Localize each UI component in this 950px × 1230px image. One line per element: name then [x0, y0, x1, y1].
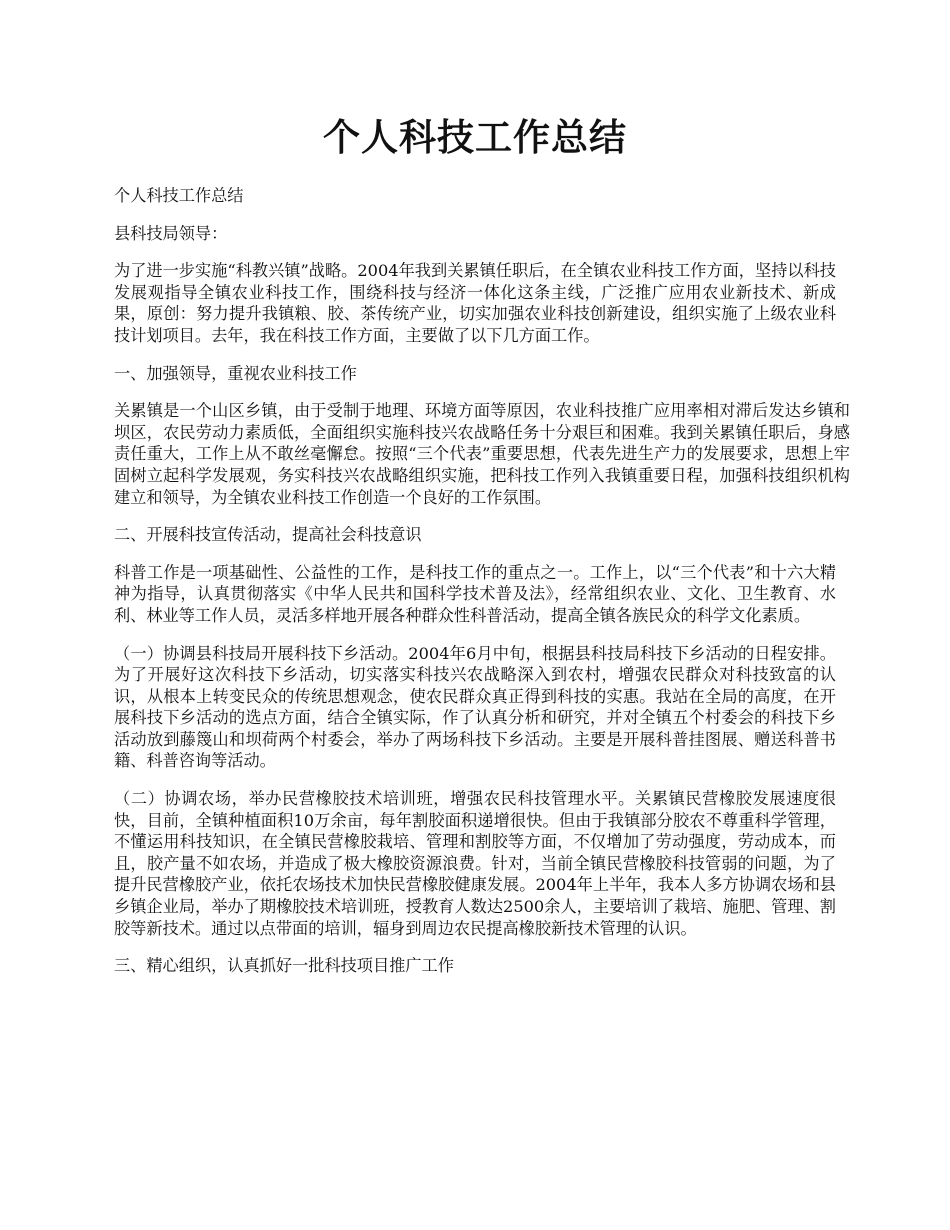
section-2-item-1-paragraph: （一）协调县科技局开展科技下乡活动。2004年6月中旬，根据县科技局科技下乡活动的日程安排。为了开展好这次科技下乡活动，切实落实科技兴农战略深入到农村，增强农民群众对科技致富的认识，从根本上转变民众的传统思想观念，使农民群众真正得到科技的实惠。我站在全局的高度，在开展科技下乡活动的选点方面，结合全镇实际，作了认真分析和研究，并对全镇五个村委会的科技下乡活动放到藤篾山和坝荷两个村委会，举办了两场科技下乡活动。主要是开展科普挂图展、赠送科普书籍、科普咨询等活动。 — [114, 643, 836, 771]
section-heading-1: 一、加强领导，重视农业科技工作 — [114, 363, 357, 383]
document-page — [114, 0, 850, 977]
document-subtitle: 个人科技工作总结 — [114, 186, 244, 205]
section-heading-3: 三、精心组织，认真抓好一批科技项目推广工作 — [114, 956, 454, 976]
document-title: 个人科技工作总结 — [323, 115, 627, 159]
section-1-paragraph: 关累镇是一个山区乡镇，由于受制于地理、环境方面等原因，农业科技推广应用率相对滞后发达乡镇和坝区，农民劳动力素质低，全面组织实施科技兴农战略任务十分艰巨和困难。我到关累镇任职后，身感责任重大，工作上从不敢丝毫懈怠。按照“三个代表”重要思想，代表先进生产力的发展要求，思想上牢固树立起科学发展观，务实科技兴农战略组织实施，把科技工作列入我镇重要日程，加强科技组织机构建立和领导，为全镇农业科技工作创造一个良好的工作氛围。 — [114, 401, 850, 507]
salutation: 县科技局领导： — [114, 223, 228, 243]
section-2-paragraph: 科普工作是一项基础性、公益性的工作，是科技工作的重点之一。工作上，以“三个代表”和十六大精神为指导，认真贯彻落实《中华人民共和国科学技术普及法》，经常组织农业、文化、卫生教育、水利、林业等工作人员，灵活多样地开展各种群众性科普活动，提高全镇各族民众的科学文化素质。 — [114, 562, 836, 625]
intro-paragraph: 为了进一步实施“科教兴镇”战略。2004年我到关累镇任职后，在全镇农业科技工作方面，坚持以科技发展观指导全镇农业科技工作，围绕科技与经济一体化这条主线，广泛推广应用农业新技术、新成果，原创：努力提升我镇粮、胶、茶传统产业，切实加强农业科技创新建设，组织实施了上级农业科技计划项目。去年，我在科技工作方面，主要做了以下几方面工作。 — [114, 261, 836, 345]
section-heading-2: 二、开展科技宣传活动，提高社会科技意识 — [114, 525, 422, 545]
section-2-item-2-paragraph: （二）协调农场，举办民营橡胶技术培训班，增强农民科技管理水平。关累镇民营橡胶发展速度很快，目前，全镇种植面积10万余亩，每年割胶面积递增很快。但由于我镇部分胶农不尊重科学管理，不懂运用科技知识，在全镇民营橡胶栽培、管理和割胶等方面，不仅增加了劳动强度，劳动成本，而且，胶产量不如农场，并造成了极大橡胶资源浪费。针对，当前全镇民营橡胶科技管弱的问题，为了提升民营橡胶产业，依托农场技术加快民营橡胶健康发展。2004年上半年，我本人多方协调农场和县乡镇企业局，举办了期橡胶技术培训班，授教育人数达2500余人，主要培训了栽培、施肥、管理、割胶等新技术。通过以点带面的培训，辐身到周边农民提高橡胶新技术管理的认识。 — [114, 789, 836, 938]
